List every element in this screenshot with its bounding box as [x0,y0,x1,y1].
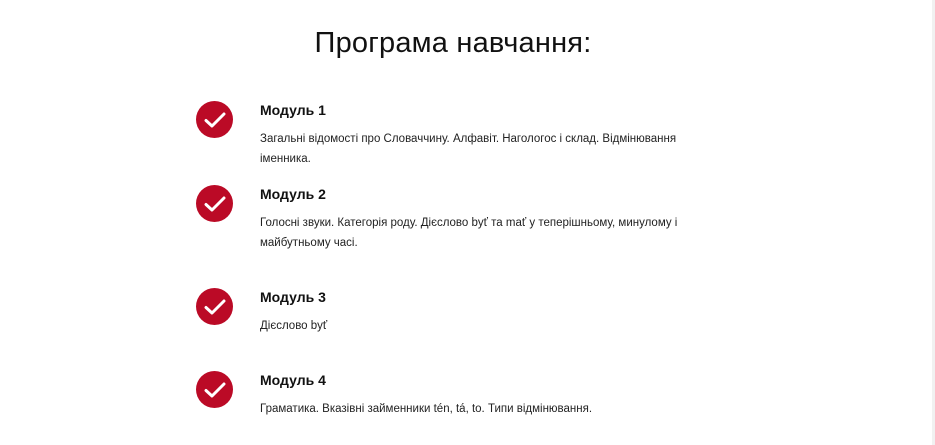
module-description: Голосні звуки. Категорія роду. Дієслово byť та mať у теперішньому, минулому і майбутньому часі. [260,217,678,249]
checkmark-icon [196,371,233,408]
module-description: Загальні відомості про Словаччину. Алфавіт. Нагологос і склад. Відмінювання іменника. [260,133,677,165]
module-title: Модуль 4 [260,372,326,388]
module-description: Дієслово byť [260,320,328,332]
module-title: Модуль 2 [260,186,326,202]
page-title: Програма навчання: [314,27,592,60]
checkmark-icon [196,288,233,325]
module-title: Модуль 1 [260,102,326,118]
module-title: Модуль 3 [260,289,326,305]
module-description: Граматика. Вказівні займенники tén, tá, to. Типи відмінювання. [260,403,593,415]
checkmark-icon [196,101,233,138]
checkmark-icon [196,185,233,222]
